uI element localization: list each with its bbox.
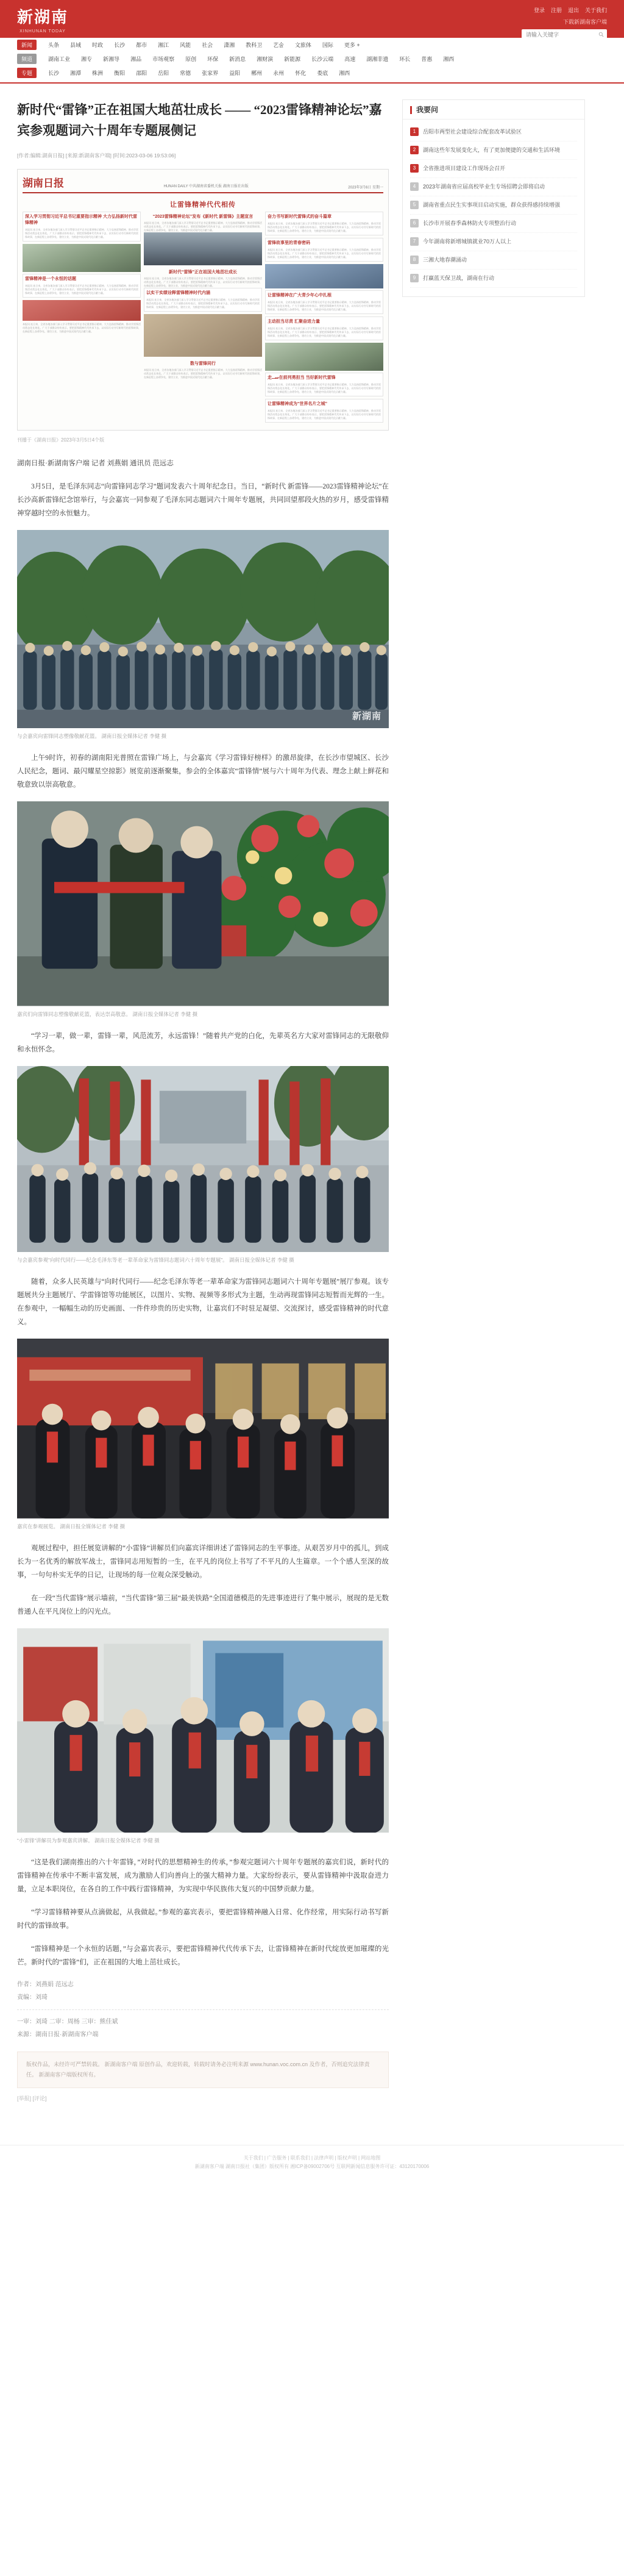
- register-link[interactable]: 注册: [550, 7, 562, 13]
- newspaper-article-7: [265, 317, 383, 340]
- photo-3-image: [17, 1066, 389, 1252]
- nav-tag-topics[interactable]: 专题: [17, 68, 37, 78]
- nav-channel-12[interactable]: 湖湘非遗: [366, 56, 389, 62]
- article-paragraph-2: 上午9时许，初春的湖南阳光普照在雷锋广场上，与会嘉宾《学习雷锋好榜样》的激昂旋律，在长沙市望城区、长沙人民纪念，题词、最闪耀星空掠影》展览前逐渐聚集，参会的全体嘉宾“雷锋情”展与六十周年为代表、理念上献上鲜花和敬意致以崇高敬意。: [17, 754, 389, 789]
- nav-channel-4[interactable]: 市场观察: [152, 56, 175, 62]
- footer-links[interactable]: 关于我们 | 广告服务 | 联系我们 | 法律声明 | 版权声明 | 网站地图: [243, 2155, 381, 2161]
- nav-item-guoji[interactable]: 国际: [322, 42, 333, 48]
- sidebar: [402, 99, 585, 297]
- list-item[interactable]: [410, 196, 577, 215]
- article-lead: 湖南日报·新湖南客户端 记者 刘燕娟 通讯员 范远志: [17, 460, 174, 467]
- report-link[interactable]: [举报] [评论]: [17, 2095, 47, 2102]
- photo-watermark: 新湖南: [352, 712, 381, 722]
- nav-item-yishu[interactable]: 艺술: [273, 42, 284, 48]
- newspaper-article-1-title: 深入学习贯彻习近平总书记重要指示精神 大力弘扬新时代雷锋精神: [25, 215, 137, 225]
- article-photo-3: [17, 1066, 389, 1252]
- newspaper-columns: [23, 212, 383, 425]
- newspaper-col-left: [23, 212, 141, 425]
- list-item-label: 2023年湖南省应届高校毕业生专场招聘会即将启动: [423, 184, 545, 190]
- newspaper-photo-6: [265, 343, 383, 371]
- newspaper-article-5: [265, 238, 383, 262]
- newspaper-photo-1: [23, 244, 141, 272]
- list-item-label: 三湘大地春潮涌动: [423, 257, 467, 263]
- newspaper-article-4-title: 奋力书写新时代雷锋式的奋斗篇章: [268, 215, 332, 219]
- article-paragraph-6: 在一段“当代雷锋”展示墙前，“当代雷锋”第三届“最美铁路”全国道德模范的先进事迹进行了集中展示，展现的是无数普通人在平凡岗位上的闪光点。: [17, 1594, 389, 1615]
- article-photo-4: [17, 1339, 389, 1519]
- nav-topic-4[interactable]: 邵阳: [136, 70, 147, 76]
- site-logo[interactable]: [17, 5, 68, 34]
- download-app-link[interactable]: 下载新湖南客户端: [562, 19, 607, 25]
- list-item-label: 湖南省重点民生实事项目启动实施，群众获得感持续增强: [423, 202, 561, 208]
- list-item-label: 湖南这些年发展变化大，有了更加便捷的交通和生活环境: [423, 147, 561, 153]
- newspaper-article-4: [265, 212, 383, 235]
- rank-badge: 4: [410, 182, 419, 191]
- nav-topic-11[interactable]: 怀化: [295, 70, 307, 76]
- newspaper-article-2: [23, 274, 141, 298]
- nav-item-more[interactable]: 更多 +: [344, 42, 360, 48]
- newspaper-masthead-info: HUNAN DAILY 中共湖南省委机关报 湖南日报社出版: [163, 185, 249, 188]
- newspaper-mid-text-1: 本报讯 连日来，全省各地各部门深入学习贯彻习近平总书记重要指示精神，大力弘扬雷锋精神，推动学雷锋活动常态化长效化。广大干部群众纷纷表示，要把雷锋精神代代传承下去，以实际行动书写新时代的雷锋故事，在新征程上奋勇争先、建功立业，为推进中国式现代化贡献力量。: [144, 221, 262, 232]
- list-item-label: 打赢蓝天保卫战，湖南在行动: [423, 275, 495, 281]
- list-item-label: 全省推进项目建设工作现场会召开: [423, 165, 506, 171]
- nav-items-topics: [43, 68, 355, 77]
- article: [17, 99, 389, 2127]
- nav-channel-2[interactable]: 新湘导: [103, 56, 120, 62]
- newspaper-article-6-title: 让雷锋精神在广大青少年心中扎根: [268, 293, 332, 298]
- article-paragraph-7: “这是我们湖南推出的六十年雷锋，”对时代的思想精神生的传承，”参观完题词六十周年专题展的嘉宾们说，新时代的雷锋精神在传承中不断丰富发展，成为激励人们向善向上的强大精神力量。大家纷纷表示，要从雷锋精神中汲取奋进力量，立足本职岗位，在各自的工作中践行雷锋精神，为实现中华民族伟大复兴的中国梦贡献力量。: [17, 1859, 389, 1894]
- nav-topic-5[interactable]: 岳阳: [158, 70, 169, 76]
- nav-items-news: [43, 40, 366, 49]
- newspaper-article-6: [265, 290, 383, 314]
- nav-topic-12[interactable]: 娄底: [317, 70, 328, 76]
- article-caption-5: “小雷锋”讲解员为参观嘉宾讲解。 湖南日报全媒体记者 李健 摄: [17, 1837, 160, 1844]
- list-item[interactable]: [410, 270, 577, 288]
- nav-channel-10[interactable]: 长沙云端: [311, 56, 334, 62]
- article-paragraph-9: “雷锋精神是一个永恒的话题，”与会嘉宾表示，要把雷锋精神代代传承下去，让雷锋精神在新时代绽放更加璀璨的光芒。新时代的“雷锋”们，正在祖国的大地上茁壮成长。: [17, 1945, 389, 1967]
- article-caption-3: 与会嘉宾参观“向时代同行——纪念毛泽东等老一辈革命家为雷锋同志题词六十周年专题展”。 湖南日报全媒体记者 李健 摄: [17, 1256, 294, 1263]
- nav-channel-6[interactable]: 环保: [207, 56, 219, 62]
- article-photo-2: [17, 801, 389, 1006]
- newspaper-article-9-text: 本报讯 连日来，全省各地各部门深入学习贯彻习近平总书记重要指示精神，大力弘扬雷锋精神，推动学雷锋活动常态化长效化。广大干部群众纷纷表示，要把雷锋精神代代传承下去，以实际行动书写新时代的雷锋故事，在新征程上奋勇争先、建功立业，为推进中国式现代化贡献力量。: [268, 409, 381, 420]
- newspaper-headline-2: 新时代“雷锋”正在祖国大地茁壮成长: [169, 270, 237, 274]
- nav-topic-6[interactable]: 常德: [180, 70, 191, 76]
- article-caption-4: 嘉宾在参观展览。 湖南日报全媒体记者 李健 摄: [17, 1523, 126, 1530]
- article-editor: 责编：刘琦: [17, 1994, 48, 2002]
- article-photo-1: [17, 530, 389, 728]
- newspaper-credit: 刊播于《湖南日报》2023年3月5日4个版: [17, 437, 105, 443]
- copyright-disclaimer: 版权作品，未经许可严禁转载。 新湖南客户端 原创作品，欢迎转载，转载时请务必注明来源 www.hunan.voc.com.cn 及作者，否则追究法律责任。 新湖南客户端版权所有。: [17, 2052, 389, 2088]
- article-paragraph-3: “学习一辈，做一辈，雷锋一辈，风范流芳，永远雷锋！”随着共产党的白化，先辈英名方大家对雷锋同志的无限敬仰和永恒怀念。: [17, 1032, 389, 1053]
- nav-topic-13[interactable]: 湘西: [339, 70, 350, 76]
- page-title: 新时代“雷锋”正在祖国大地茁壮成长 —— “2023雷锋精神论坛”嘉宾参观题词六十周年专题展侧记: [17, 102, 382, 138]
- newspaper-headline-1: “2023雷锋精神论坛”发布《新时代 新雷锋》主题宣言: [152, 215, 254, 219]
- photo-2-image: [17, 801, 389, 1006]
- nav-tag-channels[interactable]: 频道: [17, 54, 37, 64]
- nav-channel-15[interactable]: 湘西: [443, 56, 455, 62]
- list-item[interactable]: [410, 251, 577, 270]
- nav-topic-0[interactable]: 长沙: [48, 70, 60, 76]
- newspaper-article-8-text: 本报讯 连日来，全省各地各部门深入学习贯彻习近平总书记重要指示精神，大力弘扬雷锋精神，推动学雷锋活动常态化长效化。广大干部群众纷纷表示，要把雷锋精神代代传承下去，以实际行动书写新时代的雷锋故事，在新征程上奋勇争先、建功立业，为推进中国式现代化贡献力量。: [268, 383, 381, 393]
- list-item-label: 长沙市开展春季森林防火专项整治行动: [423, 220, 517, 226]
- list-item[interactable]: [410, 215, 577, 233]
- footer: [0, 2145, 624, 2184]
- nav-topic-8[interactable]: 益阳: [229, 70, 241, 76]
- rank-badge: 7: [410, 237, 419, 246]
- nav-item-xiangjiang[interactable]: 湘江: [158, 42, 169, 48]
- list-item-label: 岳阳市两型社会建设综合配套改革试验区: [423, 129, 522, 135]
- newspaper-article-5-text: 本报讯 连日来，全省各地各部门深入学习贯彻习近平总书记重要指示精神，大力弘扬雷锋精神，推动学雷锋活动常态化长效化。广大干部群众纷纷表示，要把雷锋精神代代传承下去，以实际行动书写新时代的雷锋故事，在新征程上奋勇争先、建功立业，为推进中国式现代化贡献力量。: [268, 248, 381, 259]
- nav-channel-7[interactable]: 新消息: [229, 56, 246, 62]
- newspaper-article-2b-text: 本报讯 连日来，全省各地各部门深入学习贯彻习近平总书记重要指示精神，大力弘扬雷锋精神，推动学雷锋活动常态化长效化。广大干部群众纷纷表示，要把雷锋精神代代传承下去，以实际行动书写新时代的雷锋故事，在新征程上奋勇争先、建功立业，为推进中国式现代化贡献力量。: [23, 323, 141, 333]
- article-paragraph-5: 观展过程中，担任展览讲解的“小雷锋”讲解员们向嘉宾详细讲述了雷锋同志的生平事迹。从艰苦岁月中的孤儿，到成长为一名优秀的解放军战士，雷锋同志用短暂的一生，在平凡的岗位上书写了不平凡的人生篇章。一个个感人至深的故事，一句句朴实无华的日记，让现场的每一位观众深受触动。: [17, 1544, 389, 1579]
- nav-row-topics: [17, 66, 607, 80]
- rank-badge: 3: [410, 164, 419, 173]
- search-box[interactable]: [522, 29, 607, 40]
- newspaper-article-5-title: 雷锋故事里的青春密码: [268, 241, 310, 245]
- footer-copyright: 新湖南客户端 湖南日报社（集团）版权所有 湘ICP备09002706号 互联网新闻信息服务许可证：43120170006: [194, 2164, 430, 2170]
- newspaper-date: 2023年3月6日 星期一: [348, 186, 383, 190]
- nav-item-xiaoxiang[interactable]: 潇湘: [224, 42, 235, 48]
- nav-channel-14[interactable]: 普惠: [421, 56, 433, 62]
- photo-4-image: [17, 1339, 389, 1519]
- content-area: [0, 84, 624, 2127]
- newspaper-article-1-text: 本报讯 连日来，全省各地各部门深入学习贯彻习近平总书记重要指示精神，大力弘扬雷锋精神，推动学雷锋活动常态化长效化。广大干部群众纷纷表示，要把雷锋精神代代传承下去，以实际行动书写新时代的雷锋故事，在新征程上奋勇争先、建功立业，为推进中国式现代化贡献力量。: [25, 228, 138, 238]
- newspaper-article-1: [23, 212, 141, 242]
- site-logo-subtext: XINHUNAN TODAY: [20, 29, 66, 34]
- nav-items-channels: [43, 54, 459, 63]
- nav-topic-3[interactable]: 衡阳: [114, 70, 126, 76]
- list-item[interactable]: [410, 123, 577, 141]
- article-caption-2: 嘉宾们向雷锋同志塑像敬献花篮，表达崇高敬意。 湖南日报全媒体记者 李健 摄: [17, 1011, 198, 1017]
- top-links: [534, 6, 607, 14]
- nav-row-channels: [17, 52, 607, 66]
- list-item[interactable]: [410, 141, 577, 160]
- nav-item-shehui[interactable]: 社会: [202, 42, 213, 48]
- newspaper-col-right: [265, 212, 383, 425]
- article-author: 作者：刘燕娟 范远志: [17, 1981, 74, 1989]
- list-item[interactable]: [410, 233, 577, 251]
- about-link[interactable]: 关于我们: [584, 7, 607, 13]
- article-review-chain: 一审：刘琦 二审：周杨 三审：熊佳斌: [17, 2019, 118, 2026]
- nav-channel-9[interactable]: 新能源: [284, 56, 301, 62]
- site-logo-text: 新湖南: [17, 8, 69, 26]
- newspaper-article-9-title: 让雷锋精神成为“世界名片之城”: [268, 402, 327, 406]
- article-meta: [作者:编辑:湖南日报] [来源:新湖南客户端] [时间:2023-03-06 19:53:06]: [17, 152, 176, 159]
- nav-topic-2[interactable]: 株洲: [92, 70, 104, 76]
- newspaper-mid-text-3: 本报讯 连日来，全省各地各部门深入学习贯彻习近平总书记重要指示精神，大力弘扬雷锋精神，推动学雷锋活动常态化长效化。广大干部群众纷纷表示，要把雷锋精神代代传承下去，以实际行动书写新时代的雷锋故事，在新征程上奋勇争先、建功立业，为推进中国式现代化贡献力量。: [144, 368, 262, 379]
- article-paragraph-1: 3月5日，是毛泽东同志“向雷锋同志学习”题词发表六十周年纪念日。当日，“新时代 新雷锋——2023雷锋精神论坛”在长沙高新雷锋纪念馆举行，与会嘉宾一同参观了毛泽东同志题词六十周年专题展，共同回望那段火热的岁月，感受雷锋精神穿越时空的永恒魅力。: [17, 483, 389, 517]
- rank-badge: 8: [410, 256, 419, 264]
- nav-item-toutiao[interactable]: 头条: [48, 42, 60, 48]
- rank-badge: 9: [410, 274, 419, 282]
- nav-channel-3[interactable]: 湘品: [130, 56, 142, 62]
- newspaper-article-2-title: 雷锋精神是一个永恒的话题: [25, 277, 76, 281]
- newspaper-article-4-text: 本报讯 连日来，全省各地各部门深入学习贯彻习近平总书记重要指示精神，大力弘扬雷锋精神，推动学雷锋活动常态化长效化。广大干部群众纷纷表示，要把雷锋精神代代传承下去，以实际行动书写新时代的雷锋故事，在新征程上奋勇争先、建功立业，为推进中国式现代化贡献力量。: [268, 222, 381, 232]
- newspaper-article-8-title: 走ســ在前列勇担当 当好新时代雷锋: [268, 376, 336, 380]
- newspaper-article-7-title: 主动担当尽责 汇聚奋进力量: [268, 320, 320, 324]
- nav-topic-9[interactable]: 郴州: [251, 70, 263, 76]
- nav-item-shizheng[interactable]: 时政: [92, 42, 104, 48]
- nav-topic-7[interactable]: 张家界: [202, 70, 219, 76]
- rank-badge: 1: [410, 127, 419, 136]
- article-paragraph-4: 随着，众多人民英雄与“向时代同行——纪念毛泽东等老一辈革命家为雷锋同志题词六十周年专题展”展厅参观。该专题展共分主题展厅、学雷锋馆等功能展区，以图片、实物、视频等多形式为主题，生动再现雷锋同志短暂而光辉的一生。在参观中，一幅幅生动的历史画面、一件件珍贵的历史实物，让嘉宾们不时驻足凝望、交流探讨，感受雷锋精神的时代意义。: [17, 1278, 389, 1326]
- nav-item-dushi[interactable]: 都市: [136, 42, 147, 48]
- nav-bar: [0, 38, 624, 84]
- newspaper-mid-text-2: 本报讯 连日来，全省各地各部门深入学习贯彻习近平总书记重要指示精神，大力弘扬雷锋精神，推动学雷锋活动常态化长效化。广大干部群众纷纷表示，要把雷锋精神代代传承下去，以实际行动书写新时代的雷锋故事，在新征程上奋勇争先、建功立业，为推进中国式现代化贡献力量。: [144, 277, 262, 287]
- nav-row-news: [17, 38, 607, 52]
- nav-item-fengneng[interactable]: 风能: [180, 42, 191, 48]
- newspaper-article-6-text: 本报讯 连日来，全省各地各部门深入学习贯彻习近平总书记重要指示精神，大力弘扬雷锋精神，推动学雷锋活动常态化长效化。广大干部群众纷纷表示，要把雷锋精神代代传承下去，以实际行动书写新时代的雷锋故事，在新征程上奋勇争先、建功立业，为推进中国式现代化贡献力量。: [268, 301, 381, 311]
- photo-5-image: [17, 1628, 389, 1833]
- newspaper-article-3-title: 以实干实绩诠释雷锋精神时代内涵: [146, 291, 210, 295]
- newspaper-photo-2: [23, 300, 141, 321]
- divider: [17, 2009, 389, 2010]
- nav-topic-1[interactable]: 湘潭: [70, 70, 82, 76]
- newspaper-banner: 让雷锋精神代代相传: [170, 201, 236, 209]
- newspaper-facsimile: [17, 169, 389, 431]
- list-item-label: 今年湖南将新增城镇就业70万人以上: [423, 238, 512, 245]
- newspaper-article-3-text: 本报讯 连日来，全省各地各部门深入学习贯彻习近平总书记重要指示精神，大力弘扬雷锋精神，推动学雷锋活动常态化长效化。广大干部群众纷纷表示，要把雷锋精神代代传承下去，以实际行动书写新时代的雷锋故事，在新征程上奋勇争先、建功立业，为推进中国式现代化贡献力量。: [146, 298, 260, 309]
- sidebar-header: [403, 100, 584, 120]
- nav-channel-11[interactable]: 高速: [344, 56, 356, 62]
- newspaper-article-7-text: 本报讯 连日来，全省各地各部门深入学习贯彻习近平总书记重要指示精神，大力弘扬雷锋精神，推动学雷锋活动常态化长效化。广大干部群众纷纷表示，要把雷锋精神代代传承下去，以实际行动书写新时代的雷锋故事，在新征程上奋勇争先、建功立业，为推进中国式现代化贡献力量。: [268, 327, 381, 337]
- newspaper-photo-4: [144, 314, 262, 357]
- login-link[interactable]: 登录: [533, 7, 545, 13]
- article-source: 来源：湖南日报·新湖南客户端: [17, 2031, 99, 2039]
- list-item[interactable]: [410, 178, 577, 196]
- newspaper-article-3: [144, 288, 262, 312]
- nav-channel-5[interactable]: 原创: [185, 56, 197, 62]
- rank-badge: 6: [410, 219, 419, 227]
- newspaper-headline-3: 数与雷锋同行: [190, 362, 216, 366]
- search-icon[interactable]: [598, 31, 604, 38]
- article-caption-1: 与会嘉宾向雷锋同志塑像敬献花篮。 湖南日报全媒体记者 李健 摄: [17, 733, 167, 740]
- newspaper-article-2-text: 本报讯 连日来，全省各地各部门深入学习贯彻习近平总书记重要指示精神，大力弘扬雷锋精神，推动学雷锋活动常态化长效化。广大干部群众纷纷表示，要把雷锋精神代代传承下去，以实际行动书写新时代的雷锋故事，在新征程上奋勇争先、建功立业，为推进中国式现代化贡献力量。: [25, 284, 138, 295]
- nav-tag-news[interactable]: 新闻: [17, 40, 37, 50]
- newspaper-article-9: [265, 399, 383, 423]
- nav-channel-0[interactable]: 湖南工业: [48, 56, 71, 62]
- newspaper-masthead: [23, 174, 383, 193]
- photo-1-image: [17, 530, 389, 728]
- newspaper-col-mid: [144, 212, 262, 425]
- sidebar-list: [403, 120, 584, 296]
- search-input[interactable]: [525, 31, 598, 38]
- newspaper-article-8: [265, 373, 383, 396]
- rank-badge: 5: [410, 201, 419, 209]
- nav-item-jiaokewei[interactable]: 教科卫: [246, 42, 263, 48]
- top-bar-right: [522, 6, 607, 40]
- newspaper-photo-5: [265, 264, 383, 288]
- nav-channel-8[interactable]: 湘财演: [257, 56, 274, 62]
- article-photo-5: [17, 1628, 389, 1833]
- nav-item-changsha[interactable]: 长沙: [114, 42, 126, 48]
- nav-item-xianyu[interactable]: 县域: [70, 42, 82, 48]
- list-item[interactable]: [410, 160, 577, 178]
- logout-link[interactable]: 退出: [567, 7, 579, 13]
- rank-badge: 2: [410, 146, 419, 154]
- nav-item-wenlvti[interactable]: 文旅体: [294, 42, 311, 48]
- nav-channel-1[interactable]: 湘专: [81, 56, 93, 62]
- newspaper-logo: 湖南日报: [23, 177, 64, 189]
- top-bar: [0, 0, 624, 38]
- nav-topic-10[interactable]: 永州: [273, 70, 285, 76]
- sidebar-title: 我要问: [410, 106, 577, 114]
- article-paragraph-8: “学习雷锋精神要从点滴做起，从我做起。”参观的嘉宾表示，要把雷锋精神融入日常、化作经常，用实际行动书写新时代的雷锋故事。: [17, 1909, 389, 1930]
- newspaper-photo-3: [144, 232, 262, 265]
- nav-channel-13[interactable]: 环长: [399, 56, 411, 62]
